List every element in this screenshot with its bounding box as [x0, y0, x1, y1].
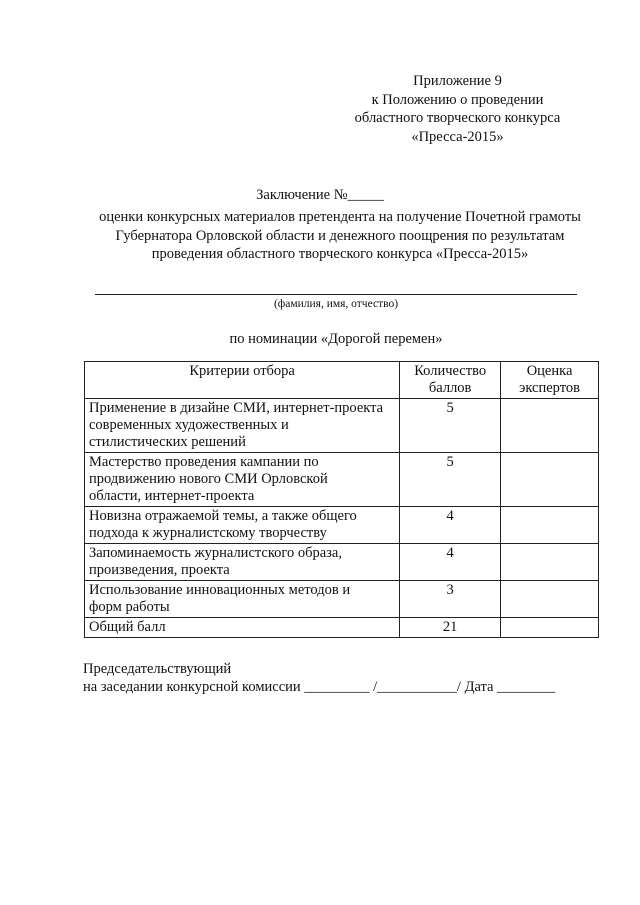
criteria-text: Запоминаемость журналистского образа,	[89, 545, 342, 561]
expert-score-cell[interactable]	[501, 581, 599, 618]
fio-underline	[95, 294, 577, 295]
score-cell: 4	[400, 507, 501, 544]
criteria-text: форм работы	[89, 599, 170, 615]
criteria-text: произведения, проекта	[89, 562, 230, 578]
conclusion-description	[60, 208, 620, 264]
conclusion-title: Заключение №_____	[256, 187, 384, 203]
nomination-label: по номинации «Дорогой перемен»	[229, 331, 443, 347]
criteria-text: Новизна отражаемой темы, а также общего	[89, 508, 357, 524]
total-score: 21	[400, 618, 501, 638]
criteria-text: области, интернет-проекта	[89, 488, 255, 504]
criteria-text: Применение в дизайне СМИ, интернет-проекта	[89, 400, 384, 416]
chairman-label: Председательствующий	[83, 661, 232, 677]
table-row	[85, 581, 599, 618]
criteria-table	[84, 361, 599, 638]
criteria-text: подхода к журналистскому творчеству	[89, 525, 327, 541]
table-header-row	[85, 362, 599, 399]
score-cell: 5	[400, 453, 501, 507]
header-expert	[501, 362, 599, 399]
criteria-cell	[85, 453, 400, 507]
total-expert-score[interactable]	[501, 618, 599, 638]
criteria-text: Мастерство проведения кампании по	[89, 454, 319, 470]
score-cell: 4	[400, 544, 501, 581]
conclusion-line-1: оценки конкурсных материалов претендента на получение Почетной грамоты	[99, 209, 581, 225]
appendix-regulation: к Положению о проведении	[371, 91, 544, 108]
criteria-text: Использование инновационных методов и	[89, 582, 351, 598]
score-cell: 3	[400, 581, 501, 618]
criteria-cell	[85, 399, 400, 453]
criteria-text: современных художественных и	[89, 417, 289, 433]
conclusion-line-2: Губернатора Орловской области и денежного поощрения по результатам	[115, 227, 565, 244]
header-score-label-1: Количество	[414, 363, 487, 379]
appendix-header	[340, 72, 575, 146]
header-criteria	[85, 362, 400, 399]
table-row	[85, 399, 599, 453]
criteria-cell	[85, 507, 400, 544]
total-label: Общий балл	[85, 618, 400, 638]
header-score	[400, 362, 501, 399]
expert-score-cell[interactable]	[501, 544, 599, 581]
total-row	[85, 618, 599, 638]
appendix-number: Приложение 9	[413, 73, 502, 89]
criteria-text: продвижению нового СМИ Орловской	[89, 471, 328, 487]
expert-score-cell[interactable]	[501, 453, 599, 507]
header-expert-label-2: экспертов	[519, 380, 580, 396]
criteria-text: стилистических решений	[89, 434, 246, 450]
table-row	[85, 544, 599, 581]
signature-block	[83, 660, 555, 696]
header-score-label-2: баллов	[428, 380, 472, 396]
signature-line: на заседании конкурсной комиссии _________ /___________/ Дата ________	[83, 679, 556, 695]
appendix-contest-name: «Пресса-2015»	[411, 128, 504, 145]
header-expert-label-1: Оценка	[526, 363, 573, 379]
expert-score-cell[interactable]	[501, 399, 599, 453]
criteria-cell	[85, 544, 400, 581]
conclusion-line-3: проведения областного творческого конкурса «Пресса-2015»	[151, 246, 529, 262]
table-row	[85, 453, 599, 507]
table-row	[85, 507, 599, 544]
fio-caption: (фамилия, имя, отчество)	[273, 298, 399, 310]
header-criteria-label: Критерии отбора	[189, 363, 295, 379]
appendix-contest: областного творческого конкурса	[354, 110, 561, 126]
criteria-cell	[85, 581, 400, 618]
expert-score-cell[interactable]	[501, 507, 599, 544]
score-cell: 5	[400, 399, 501, 453]
